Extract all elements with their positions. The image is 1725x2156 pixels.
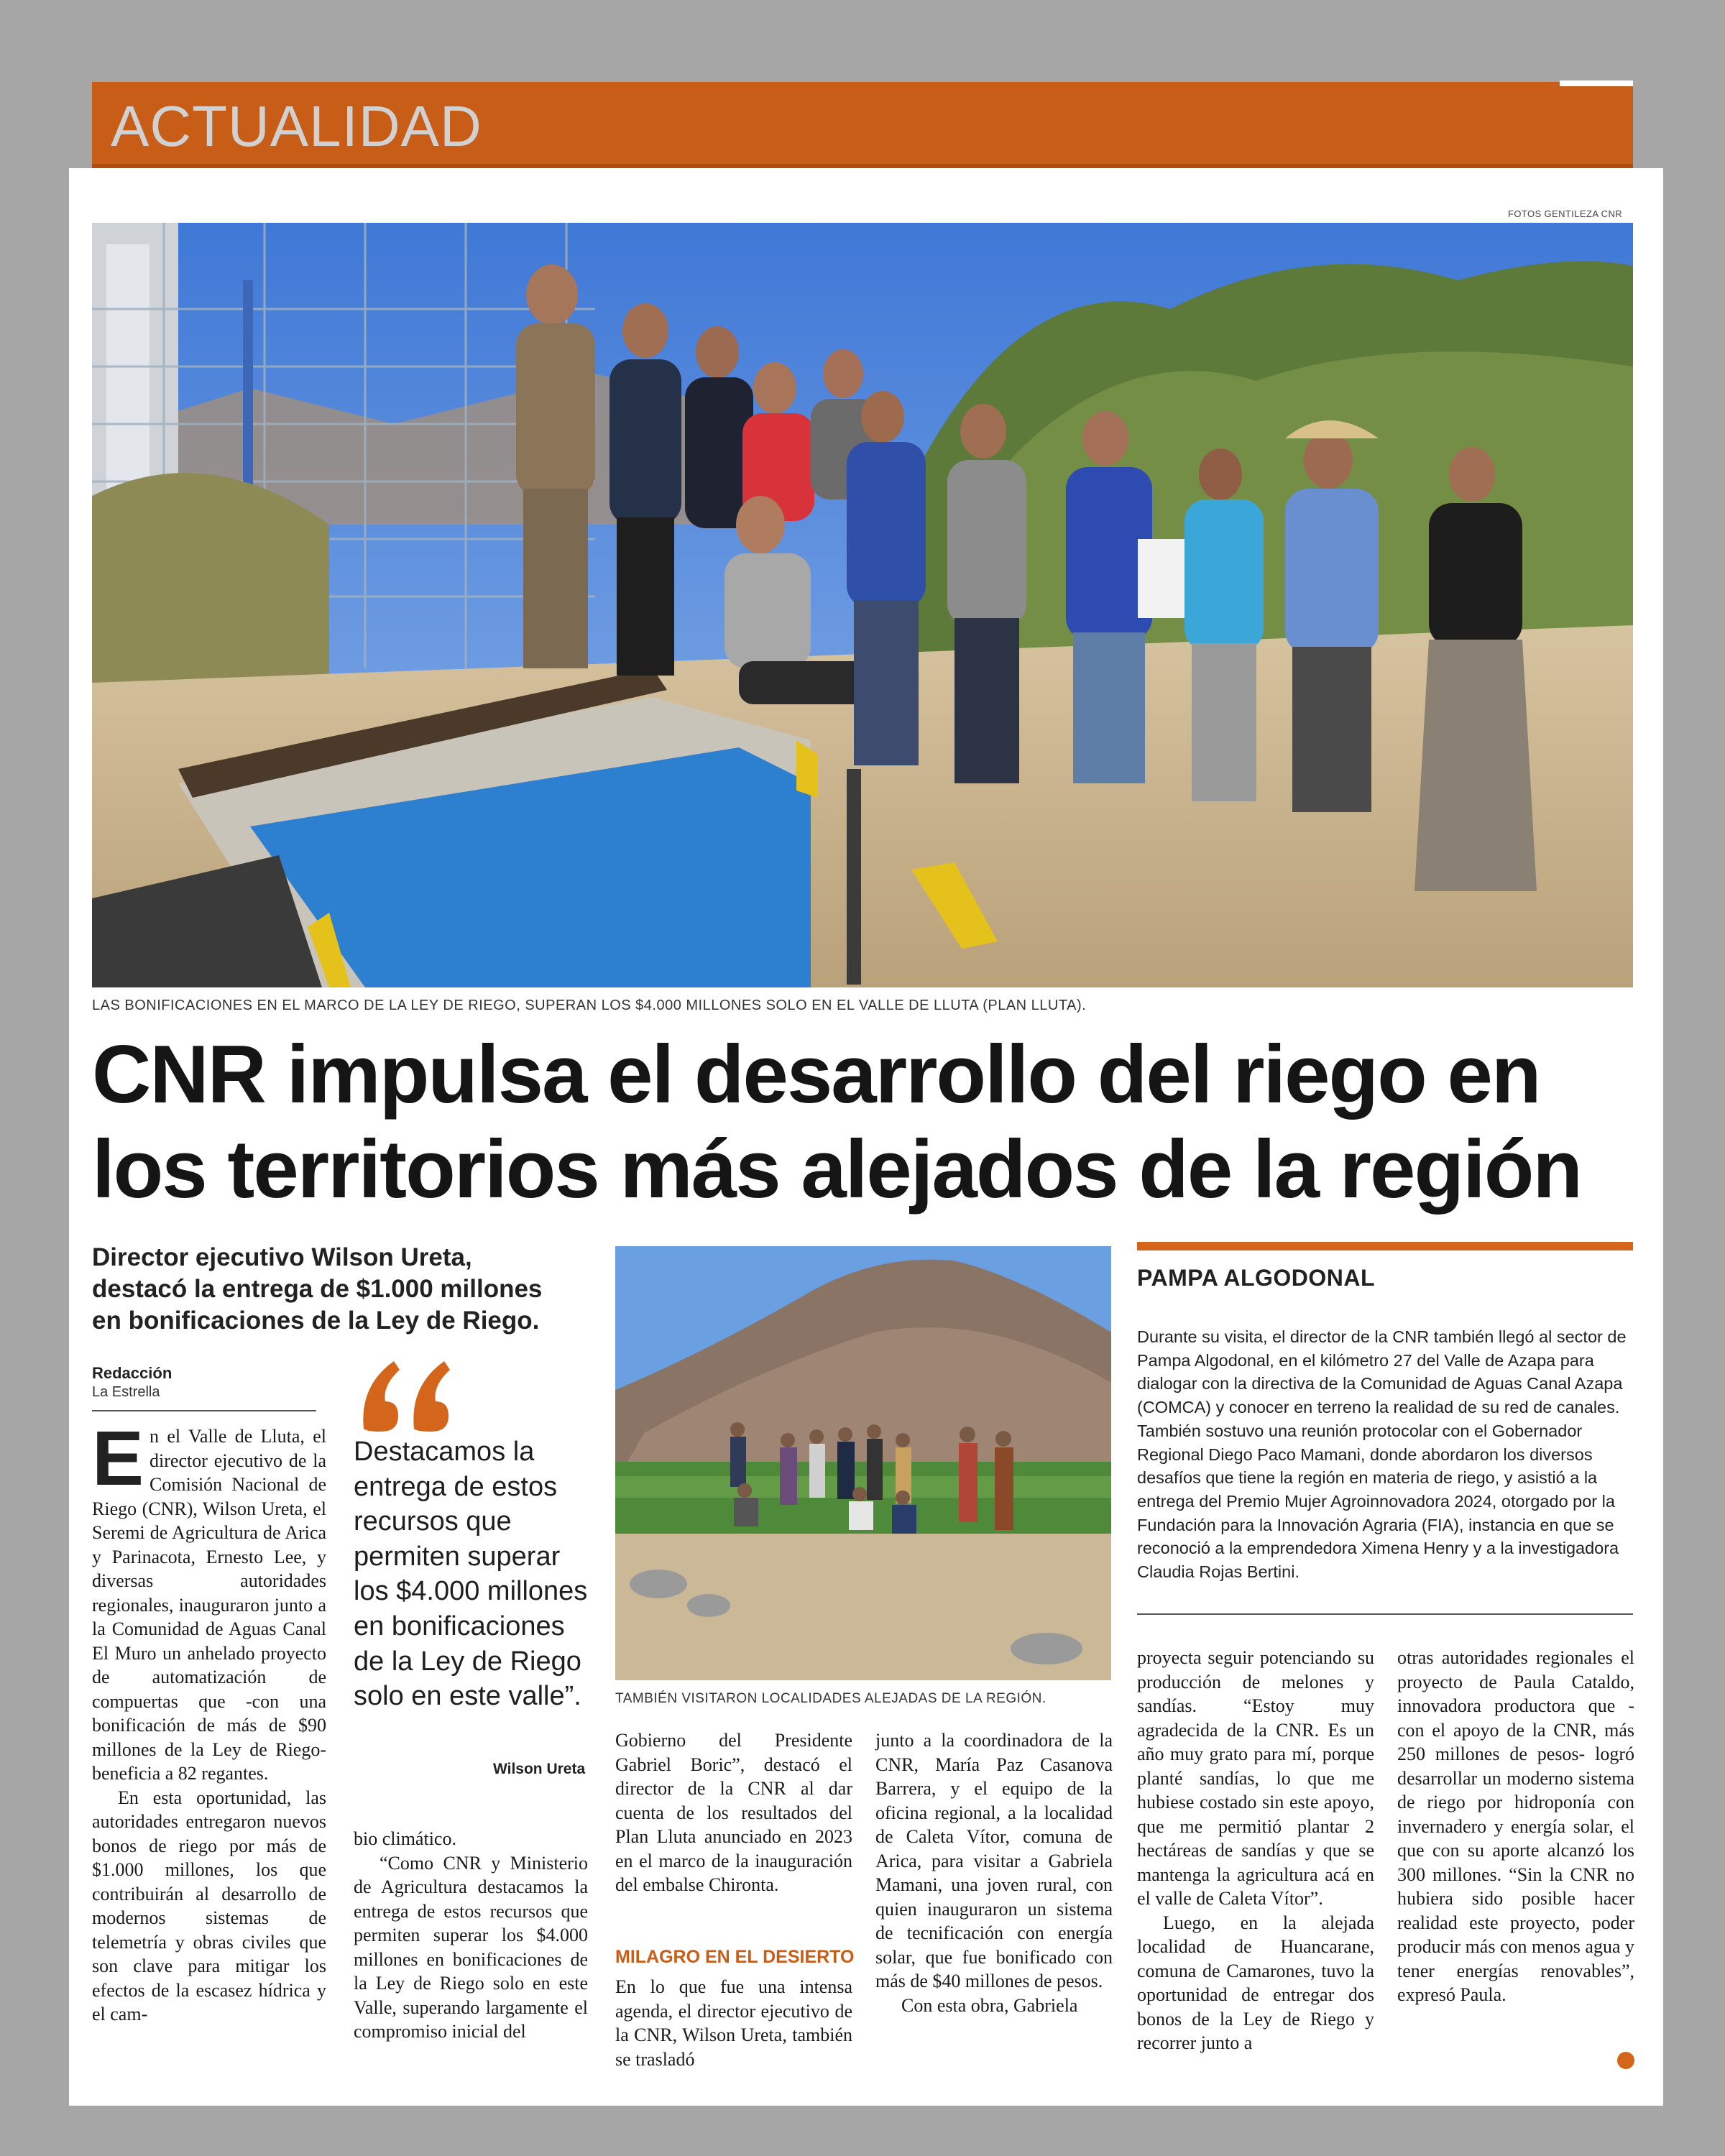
body-column-3 (615, 1728, 852, 1897)
body-paragraph: En esta oportunidad, las autoridades entregaron nuevos bonos de riego por más de $1.000 millones, los que contribuirán al desarrollo de modernos sistemas de telemetría y obras civiles que son clave para mitigar los efectos de la escasez hídrica y el cam- (92, 1787, 326, 2024)
pull-quote-source: Wilson Ureta (493, 1761, 586, 1777)
end-of-article-icon (1617, 2052, 1634, 2069)
photo-credit: FOTOS GENTILEZA CNR (1508, 208, 1623, 219)
subhead-milagro: MILAGRO EN EL DESIERTO (615, 1947, 855, 1967)
body-paragraph: bio climático. (354, 1828, 456, 1849)
sidebar-title: PAMPA ALGODONAL (1137, 1265, 1376, 1291)
section-banner (92, 82, 1633, 171)
body-paragraph: En el Valle de Lluta, el director ejecutivo de la Comisión Nacional de Riego (CNR), Wilson Ureta, el Seremi de Agricultura de Arica y Parinacota, Ernesto Lee, y diversas autoridades regionales, inauguraron junto a la Comunidad de Aguas Canal El Muro un anhelado proyecto de automatización de compuertas que -con una bonificación de más de $90 millones de la Ley de Riego- beneficia a 82 regantes. (92, 1414, 326, 1784)
quote-mark-icon (356, 1357, 457, 1436)
secondary-photo-caption: TAMBIÉN VISITARON LOCALIDADES ALEJADAS DE LA REGIÓN. (615, 1691, 1046, 1706)
secondary-photo (615, 1246, 1111, 1680)
body-paragraph: junto a la coordinadora de la CNR, María Paz Casanova Barrera, y el equipo de la oficina regional, a la localidad de Caleta Vítor, comuna de Arica, para visitar a Gabriela Mamani, una joven rural, con quien inauguraron un sistema de tecnificación con energía solar, que fue bonificado con más de $40 millones de pesos. (875, 1730, 1113, 1991)
headline-line-1: CNR impulsa el desarrollo del riego en (92, 1029, 1540, 1120)
body-paragraph: proyecta seguir potenciando su producción de melones y sandías. “Estoy muy agradecida de la CNR. Es un año muy grato para mí, porque planté sandías, lo que me hubiese costado sin este apoyo, que me permitió plantar 2 hectáreas de sandías y que se mantenga la agricultura acá en el valle de Caleta Vítor”. (1137, 1647, 1374, 1909)
body-column-4 (875, 1728, 1113, 2017)
main-photo-caption: LAS BONIFICACIONES EN EL MARCO DE LA LEY DE RIEGO, SUPERAN LOS $4.000 MILLONES SOLO EN EL VALLE DE LLUTA (PLAN LLUTA). (92, 998, 1087, 1013)
main-photo (92, 223, 1633, 987)
body-paragraph: Luego, en la alejada localidad de Huancarane, comuna de Camarones, tuvo la oportunidad de entregar dos bonos de la Ley de Riego y recorrer junto a (1137, 1912, 1374, 2053)
body-column-3-continued (615, 1975, 852, 2071)
section-label: ACTUALIDAD (111, 94, 482, 158)
body-paragraph: otras autoridades regionales el proyecto de Paula Cataldo, innovadora productora que -con el apoyo de la CNR, más 250 millones de pesos- logró desarrollar un moderno sistema de riego por hidroponía con invernadero y energía solar, el que con su aporte alcanzó los 300 millones. “Sin la CNR no hubiera sido posible hacer realidad este proyecto, poder producir más con menos agua y tener energías renovables”, expresó Paula. (1397, 1647, 1634, 2005)
byline-outlet: La Estrella (92, 1384, 160, 1400)
sidebar-text: Durante su visita, el director de la CNR también llegó al sector de Pampa Algodonal, en el kilómetro 27 del Valle de Azapa para dialogar con la directiva de la Comunidad de Aguas Canal Azapa (COMCA) y conocer en terreno la realidad de su red de canales. También sostuvo una reunión protocolar con el Gobernador Regional Diego Paco Mamani, donde abordaron los diversos desafíos que tiene la región en materia de riego, y asistió a la entrega del Premio Mujer Agroinnovadora 2024, otorgado por la Fundación para la Innovación Agraria (FIA), instancia en que se reconoció a la emprendedora Ximena Henry y a la investigadora Claudia Rojas Bertini. (1137, 1327, 1627, 1582)
deck-subtitle: Director ejecutivo Wilson Ureta, destacó la entrega de $1.000 millones en bonificaciones de la Ley de Riego. (92, 1243, 543, 1335)
byline (92, 1364, 172, 1401)
body-paragraph: Con esta obra, Gabriela (901, 1994, 1078, 2016)
body-paragraph: “Como CNR y Ministerio de Agricultura destacamos la entrega de estos recursos que permiten superar los $4.000 millones en bonificaciones de la Ley de Riego solo en este Valle, superando largamente el compromiso inicial del (354, 1852, 588, 2042)
headline (92, 1028, 1644, 1217)
body-column-2 (354, 1827, 588, 2044)
byline-author: Redacción (92, 1364, 172, 1382)
dropcap: E (92, 1414, 144, 1501)
sidebar-bottom-rule (1137, 1613, 1633, 1615)
body-paragraph: Gobierno del Presidente Gabriel Boric”, destacó el director de la CNR al dar cuenta de los resultados del Plan Lluta anunciado en 2023 en el marco de la inauguración del embalse Chironta. (615, 1730, 852, 1895)
body-paragraph: En lo que fue una intensa agenda, el director ejecutivo de la CNR, Wilson Ureta, también se trasladó (615, 1976, 852, 2070)
body-column-1 (92, 1414, 326, 2027)
headline-line-2: los territorios más alejados de la región (92, 1124, 1582, 1215)
pull-quote: Destacamos la entrega de estos recursos que permiten superar los $4.000 millones en bonificaciones de la Ley de Riego solo en este valle”. (354, 1437, 588, 1712)
sidebar-accent-rule (1137, 1242, 1633, 1250)
body-column-6 (1397, 1646, 1634, 2007)
byline-divider (92, 1410, 316, 1411)
body-column-5 (1137, 1646, 1374, 2055)
header-notch (1560, 80, 1633, 86)
